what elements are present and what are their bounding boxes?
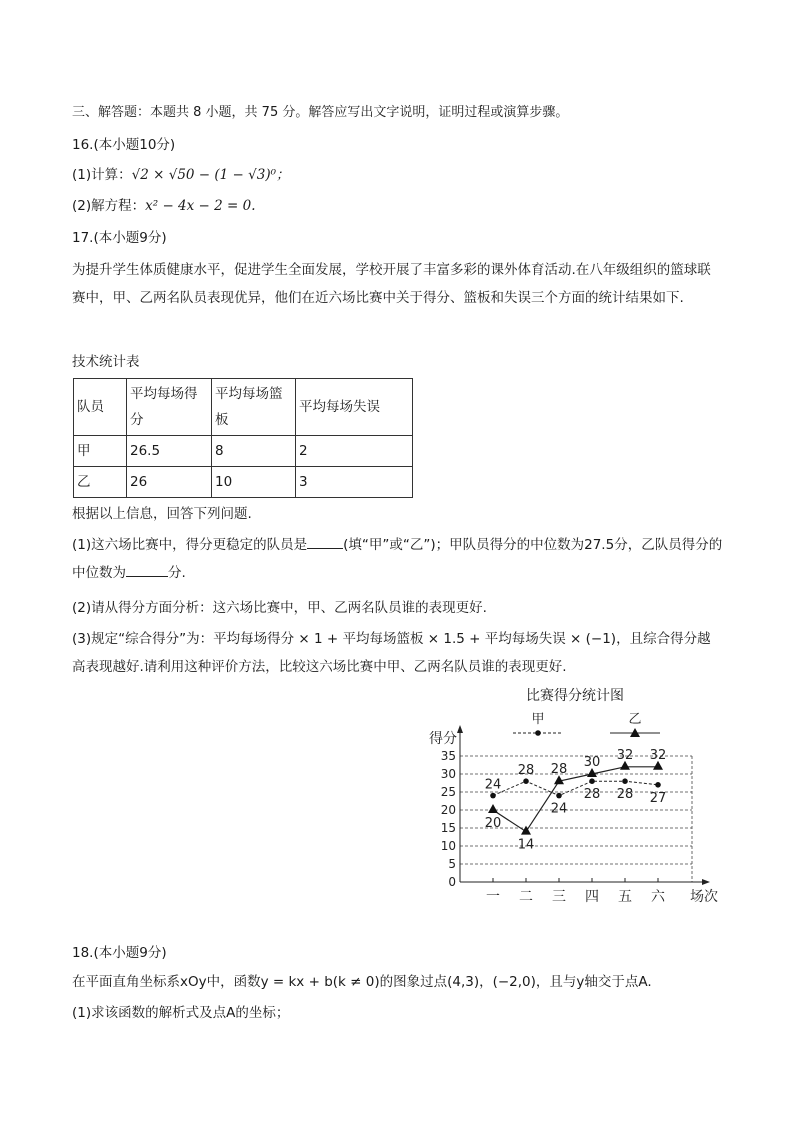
table-header-cell: 队员 [74,379,127,436]
q17-part1 [72,531,724,587]
data-point [490,793,496,799]
data-point [556,793,562,799]
chart-title: 比赛得分统计图 [526,688,624,704]
table-header-row [74,379,413,436]
data-label: 28 [583,787,601,803]
y-axis-label: 得分 [429,731,457,747]
x-axis-arrow [702,879,710,885]
table-cell: 乙 [74,467,127,498]
data-label: 32 [616,747,634,763]
table-cell: 3 [296,467,413,498]
q17-part2: (2)请从得分方面分析：这六场比赛中，甲、乙两名队员谁的表现更好. [72,600,487,616]
x-tick-label: 二 [519,889,533,905]
legend-label: 甲 [531,712,545,727]
data-label: 28 [550,762,568,778]
y-tick-label: 30 [440,767,456,781]
x-tick-label: 三 [552,889,566,905]
table-caption: 技术统计表 [72,354,140,370]
table-row [74,467,413,498]
section-header: 三、解答题：本题共 8 小题，共 75 分。解答应写出文字说明，证明过程或演算步骤。 [72,105,569,120]
table-cell: 10 [212,467,296,498]
y-tick-label: 25 [440,785,456,799]
data-label: 28 [517,763,535,779]
answer-blank[interactable] [307,534,343,549]
data-label: 30 [583,755,601,770]
x-tick-label: 五 [618,889,632,905]
x-axis-label: 场次 [690,889,718,905]
y-tick-label: 0 [448,875,456,889]
legend-label: 乙 [628,712,642,727]
y-axis-arrow [457,725,463,733]
answer-blank[interactable] [126,562,168,577]
q17-intro: 为提升学生体质健康水平，促进学生全面发展，学校开展了丰富多彩的课外体育活动.在八年级组织的篮球联赛中，甲、乙两名队员表现优异，他们在近六场比赛中关于得分、篮板和失误三个方面的统计结果如下. [72,262,711,306]
y-tick-label: 5 [448,857,456,871]
x-tick-label: 六 [651,889,665,905]
data-point [523,778,529,784]
table-cell: 2 [296,436,413,467]
table-header-cell: 平均每场得分 [127,379,212,436]
data-label: 20 [484,816,502,831]
table-header-cell: 平均每场失误 [296,379,413,436]
data-label: 24 [484,777,502,793]
data-label: 32 [649,747,667,763]
q16-part2-label: (2)解方程： [72,198,146,214]
x-tick-label: 一 [486,889,500,905]
q16-part1 [72,166,290,184]
data-label: 24 [550,801,568,817]
q16-part1-label: (1)计算： [72,167,132,183]
q18-part1: (1)求该函数的解析式及点A的坐标； [72,1005,290,1021]
data-label: 28 [616,787,634,803]
data-point [488,804,498,813]
q17-prompt: 根据以上信息，回答下列问题. [72,506,252,522]
data-point [589,778,595,784]
q17-part1-text-a: (1)这六场比赛中，得分更稳定的队员是 [72,537,308,553]
legend-marker [535,730,541,736]
q17-part1-text-b: (填“甲”或“乙”)；甲队员得分的中位数为27.5分，乙队员得分的中位数为 [72,537,723,581]
table-header-cell: 平均每场篮板 [212,379,296,436]
table-cell: 26.5 [127,436,212,467]
table-cell: 26 [127,467,212,498]
stats-table [73,378,413,498]
data-label: 27 [649,790,667,806]
y-tick-label: 10 [440,839,456,853]
q18-intro: 在平面直角坐标系xOy中，函数y = kx + b(k ≠ 0)的图象过点(4,3)，(−2,0)，且与y轴交于点A. [72,974,652,990]
q18-title: 18.(本小题9分) [72,945,167,961]
data-point [622,778,628,784]
table-cell: 甲 [74,436,127,467]
y-tick-label: 20 [440,803,456,817]
score-line-chart [400,705,730,905]
q16-part1-expression: √2 × √50 − (1 − √3)⁰； [131,167,290,183]
q16-part2-expression: x² − 4x − 2 = 0. [145,198,256,214]
data-label: 14 [517,837,535,853]
q17-title: 17.(本小题9分) [72,230,167,246]
x-tick-label: 四 [585,889,599,905]
y-tick-label: 15 [440,821,456,835]
q17-part3: (3)规定“综合得分”为：平均每场得分 × 1 + 平均每场篮板 × 1.5 + 平均每场失误 × (−1)，且综合得分越高表现越好.请利用这种评价方法，比较这六场比赛中甲、乙两名队员谁的表现更好. [72,631,711,675]
q17-part1-text-c: 分. [168,565,186,581]
q16-part2 [72,197,256,215]
data-point [655,782,661,788]
q16-title: 16.(本小题10分) [72,137,176,153]
table-row [74,436,413,467]
y-tick-label: 35 [440,749,456,763]
table-cell: 8 [212,436,296,467]
